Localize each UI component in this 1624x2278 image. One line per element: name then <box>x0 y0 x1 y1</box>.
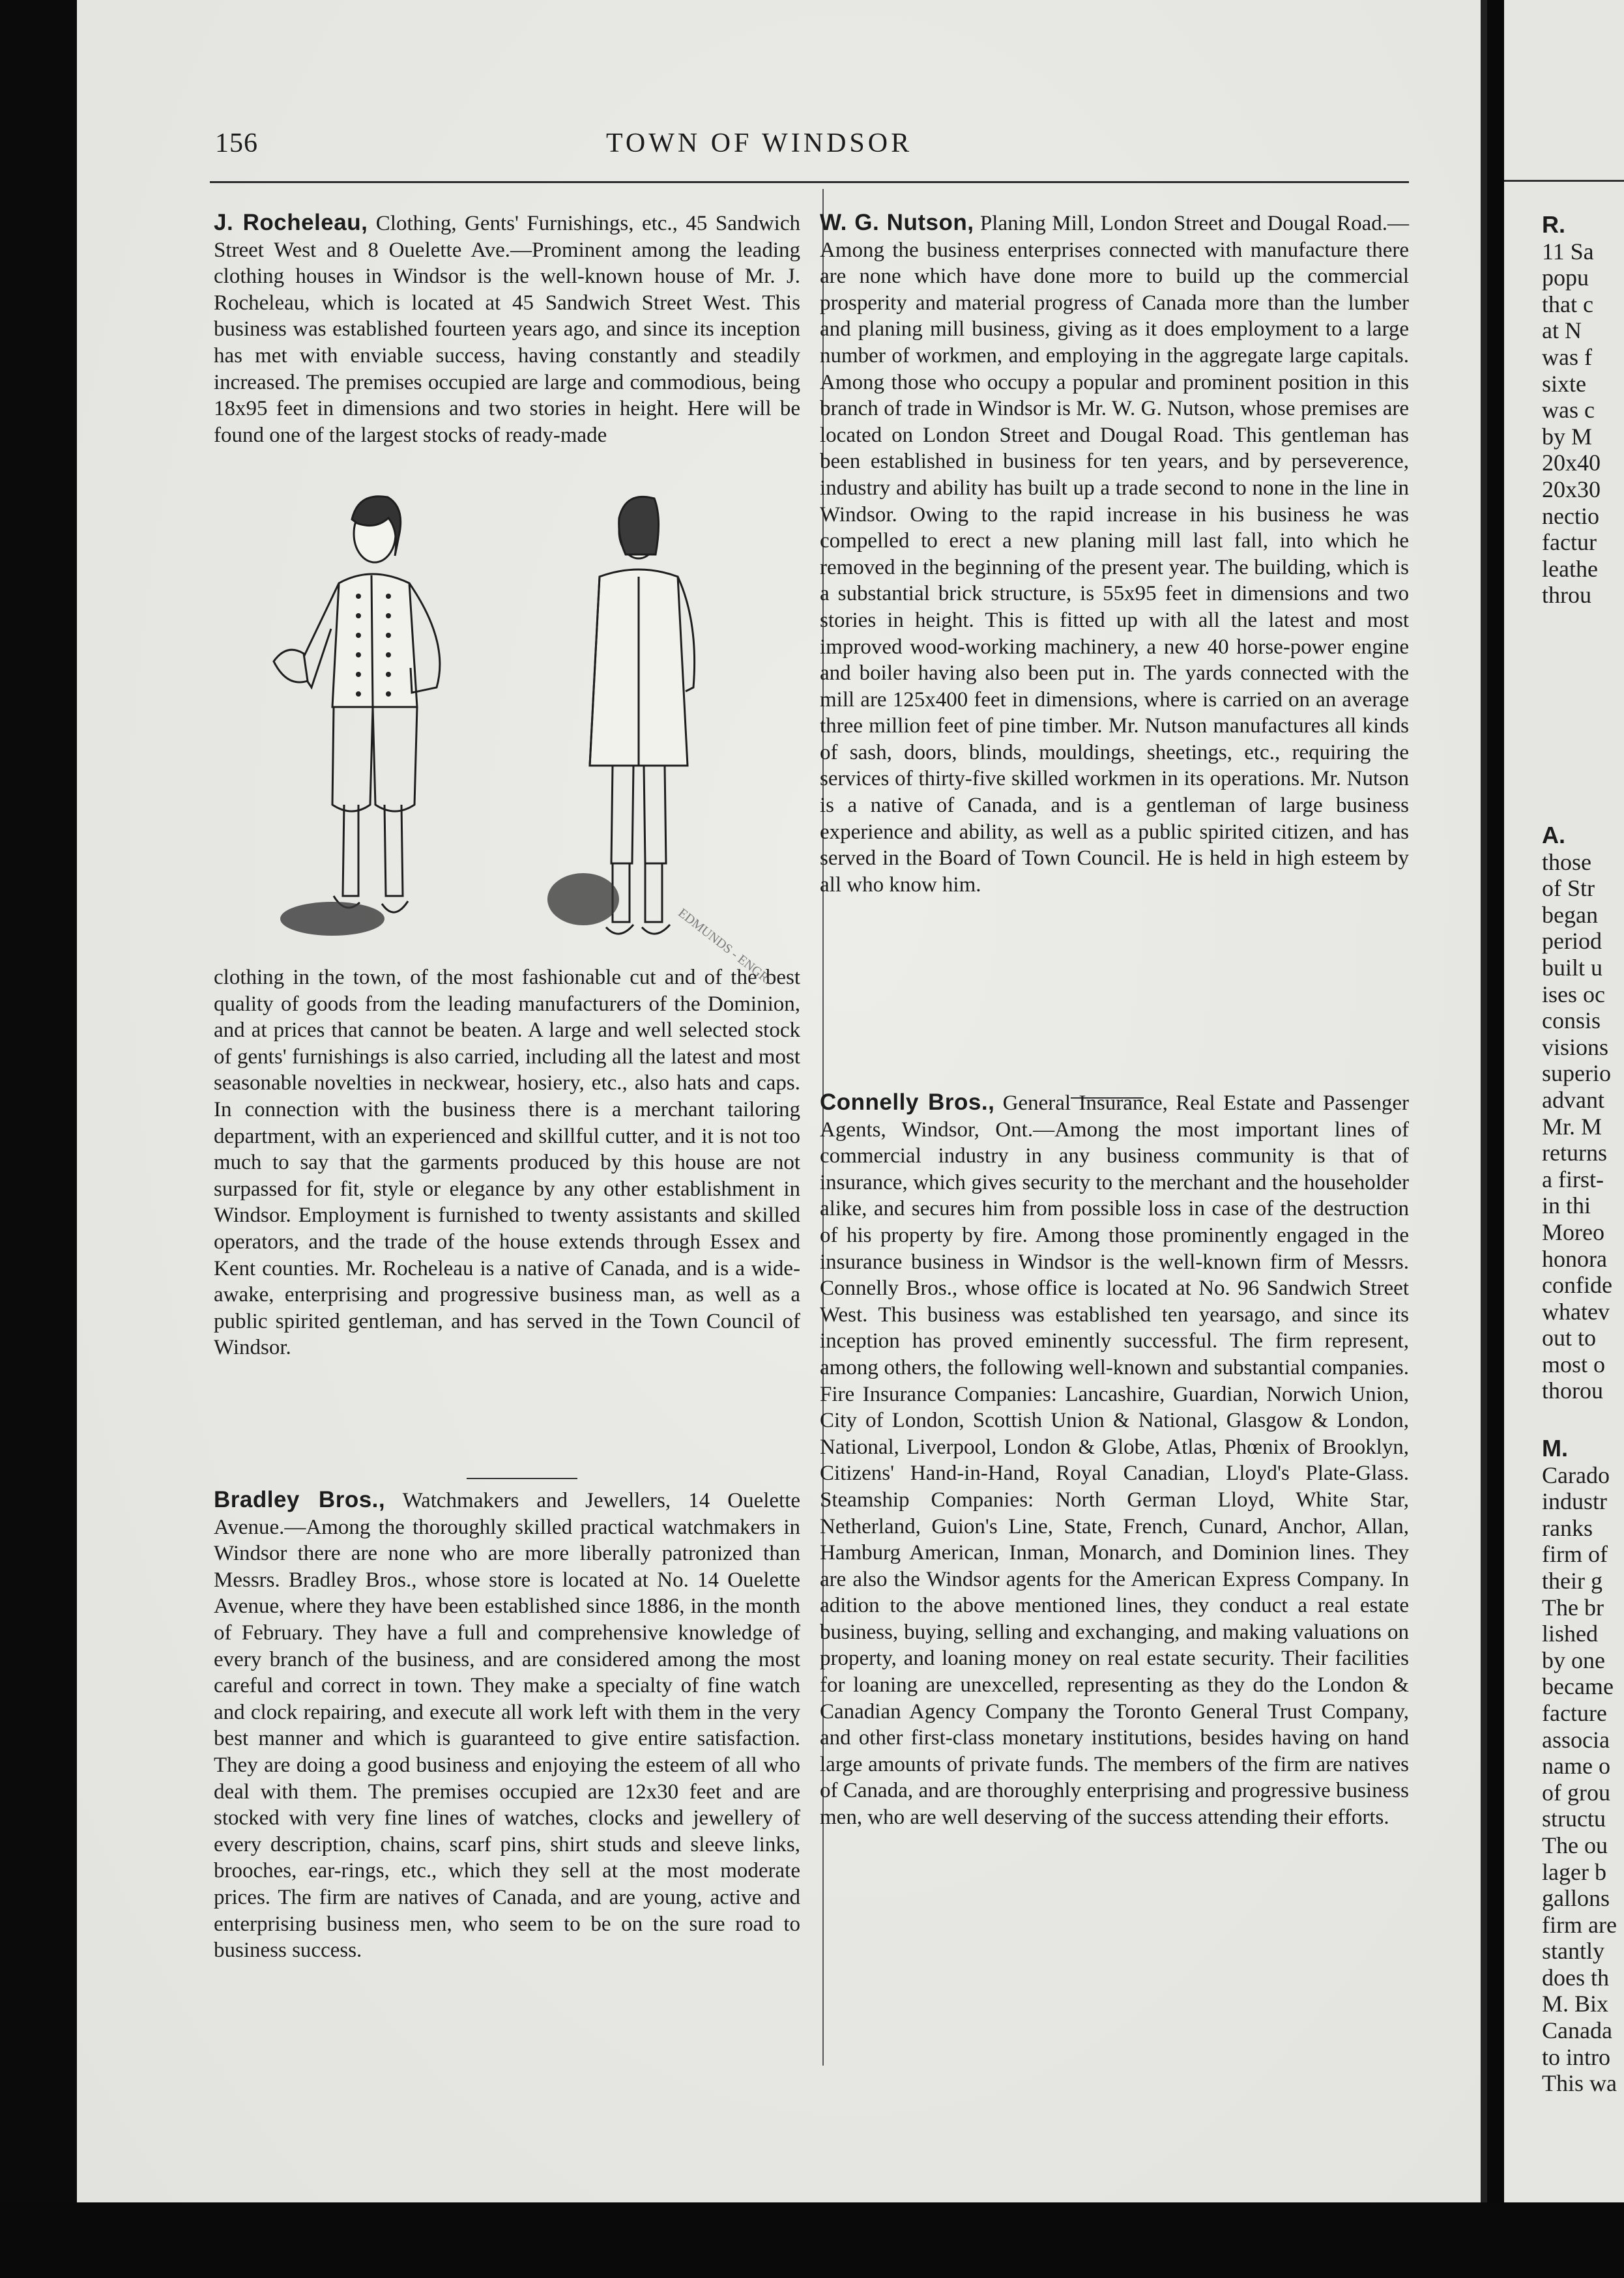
facing-page-line: lished <box>1542 1621 1598 1647</box>
rocheleau-entry-bottom <box>214 964 800 1361</box>
facing-page-line: The ou <box>1542 1832 1608 1858</box>
page-number: 156 <box>215 128 258 158</box>
facing-page-line: factur <box>1542 529 1597 556</box>
header-rule <box>210 181 1409 183</box>
facing-page-line: to intro <box>1542 2043 1610 2070</box>
facing-page-line: M. <box>1542 1435 1568 1462</box>
facing-page-line: that c <box>1542 291 1593 317</box>
facing-page-line: M. Bix <box>1542 1991 1609 2017</box>
facing-page-line: associa <box>1542 1726 1610 1753</box>
facing-page-line: superio <box>1542 1060 1611 1087</box>
engraver-signature: EDMUNDS - ENGR. <box>675 906 774 988</box>
rocheleau-entry-top <box>214 210 800 448</box>
facing-page-line: Moreo <box>1542 1218 1604 1245</box>
facing-page-line: throu <box>1542 582 1591 609</box>
facing-page-text-bottom <box>1542 1435 1617 2097</box>
suit-illustration <box>261 492 756 958</box>
connelly-heading: Connelly Bros., <box>820 1089 995 1115</box>
facing-page-line: by M <box>1542 423 1593 450</box>
facing-page-line: ises oc <box>1542 981 1605 1007</box>
scan-border-left <box>0 0 78 2278</box>
facing-page-line: name o <box>1542 1753 1610 1780</box>
facing-page-line: 20x30 <box>1542 476 1601 502</box>
facing-page-line: Canada <box>1542 2017 1612 2044</box>
connelly-entry <box>820 1089 1409 1831</box>
facing-page-line: honora <box>1542 1245 1607 1272</box>
facing-page-line: R. <box>1542 211 1565 238</box>
bradley-entry <box>214 1487 800 1964</box>
facing-page-line: firm are <box>1542 1911 1617 1938</box>
facing-page-line: most o <box>1542 1351 1606 1377</box>
facing-page-line: was c <box>1542 397 1595 424</box>
facing-page-line: advant <box>1542 1086 1604 1113</box>
facing-page-text-top <box>1542 212 1601 609</box>
rocheleau-heading: J. Rocheleau, <box>214 210 368 235</box>
back-shadow <box>547 873 619 925</box>
facing-page-line: does th <box>1542 1964 1609 1991</box>
facing-page-line: a first- <box>1542 1166 1604 1192</box>
facing-page-line: thorou <box>1542 1377 1603 1404</box>
facing-page-line: at N <box>1542 317 1582 344</box>
rocheleau-separator-wrap <box>291 1478 877 1479</box>
facing-page-line: 11 Sa <box>1542 238 1594 265</box>
facing-page-rule <box>1504 180 1624 182</box>
facing-page-line: returns <box>1542 1140 1607 1166</box>
rocheleau-text-bottom: clothing in the town, of the most fashionable cut and of the best quality of goods from the leading manufacturers of the Dominion, and at prices that cannot be beaten. A large and well selected stock of gents' furnishings is also carried, including all the latest and most seasonable novelties in neckwear, hosiery, etc., also hats and caps. In connection with the business there is a merchant tailoring department, with an experienced and skillful cutter, and it is not too much to say that the garments produced by this house are not surpassed for fit, style or elegance by any other establishment in Windsor. Employment is furnished to twenty assistants and skilled operators, and the trade of the house extends through Essex and Kent counties. Mr. Rocheleau is a native of Canada, and is a wide-awake, enterprising and progressive business man, as well as a public spirited gentleman, and has served in the Town Council of Windsor. <box>214 966 800 1360</box>
scan-border-bottom <box>0 2202 1624 2278</box>
facing-page-fragment <box>1504 0 1624 2202</box>
facing-page-line: visions <box>1542 1033 1609 1060</box>
facing-page-line: out to <box>1542 1325 1597 1351</box>
facing-page-line: This wa <box>1542 2070 1617 2097</box>
facing-page-line: period <box>1542 928 1602 955</box>
facing-page-line: industr <box>1542 1488 1608 1515</box>
running-head: TOWN OF WINDSOR <box>606 128 913 158</box>
facing-page-line: Mr. M <box>1542 1113 1602 1140</box>
facing-page-line: their g <box>1542 1567 1602 1594</box>
facing-page-line: consis <box>1542 1007 1601 1034</box>
facing-page-line: ranks <box>1542 1514 1593 1541</box>
facing-page-line: of grou <box>1542 1779 1610 1806</box>
facing-page-line: 20x40 <box>1542 450 1601 476</box>
facing-page-line: lager b <box>1542 1858 1606 1885</box>
back-figure <box>590 497 695 934</box>
facing-page-line: whatev <box>1542 1298 1610 1325</box>
bradley-heading: Bradley Bros., <box>214 1487 386 1512</box>
facing-page-line: Carado <box>1542 1462 1610 1488</box>
facing-page-line: began <box>1542 901 1598 928</box>
facing-page-line: by one <box>1542 1647 1605 1673</box>
facing-page-line: popu <box>1542 265 1589 291</box>
front-figure <box>274 497 440 912</box>
facing-page-line: facture <box>1542 1699 1607 1726</box>
nutson-heading: W. G. Nutson, <box>820 210 974 235</box>
facing-page-line: The br <box>1542 1594 1604 1621</box>
facing-page-line: structu <box>1542 1806 1606 1832</box>
facing-page-line: nectio <box>1542 502 1599 529</box>
page-gutter <box>1481 0 1487 2202</box>
facing-page-line: firm of <box>1542 1541 1608 1568</box>
facing-page-line: stantly <box>1542 1938 1604 1965</box>
facing-page-line: became <box>1542 1673 1614 1700</box>
nutson-text: Planing Mill, London Street and Dougal Road.—Among the business enterprises connected with manufacture there are none which have done more to build up the commercial prosperity and material progress of Canada more than the lumber and planing mill business, giving as it does employment to a large number of workmen, and employing in the aggregate large capitals. Among those who occupy a popular and prominent position in this branch of trade in Windsor is Mr. W. G. Nutson, whose premises are located on London Street and Dougal Road. This gentleman has been established in business for ten years, and by perseverence, industry and ability has built up a trade second to none in the line in Windsor. Owing to the rapid increase in his business he was compelled to erect a new planing mill last fall, into which he removed in the beginning of the present year. The building, which is a substantial brick structure, is 55x95 feet in dimensions and two stories in height. This is fitted up with all the latest and most improved wood-working machinery, a new 40 horse-power engine and boiler having also been put in. The yards connected with the mill are 125x400 feet in dimensions, where is carried on an average three million feet of pine timber. Mr. Nutson manufactures all kinds of sash, doors, blinds, mouldings, sheetings, etc., requiring the services of thirty-five skilled workmen in its operations. Mr. Nutson is a native of Canada, and is a gentleman of large business experience and ability, as well as a public spirited citizen, and has served in the Board of Town Council. He is held in high esteem by all who know him. <box>820 212 1410 897</box>
front-shadow <box>280 902 384 936</box>
facing-page-line: built u <box>1542 954 1603 981</box>
facing-page-line: those <box>1542 848 1591 875</box>
facing-page-line: leathe <box>1542 555 1598 582</box>
nutson-entry <box>820 210 1409 898</box>
facing-page-line: sixte <box>1542 370 1586 397</box>
facing-page-line: of Str <box>1542 875 1595 902</box>
bradley-text: Watchmakers and Jewellers, 14 Ouelette Avenue.—Among the thoroughly skilled practical watchmakers in Windsor there are none who are more liberally patronized than Messrs. Bradley Bros., whose store is located at No. 14 Ouelette Avenue, where they have been established since 1886, in the month of February. They have a full and comprehensive knowledge of every branch of the business, and are considered among the most careful and correct in town. They make a specialty of fine watch and clock repairing, and execute all work left with them in the very best manner and which is guaranteed to give entire satisfaction. They are doing a good business and enjoying the esteem of all who deal with them. The premises occupied are 12x30 feet and are stocked with very fine lines of watches, clocks and jewellery of every description, chains, scarf pins, shirt studs and sleeve links, brooches, ear-rings, etc., which they sell at the most moderate prices. The firm are natives of Canada, and are young, active and enterprising business men, who seem to be on the sure road to business success. <box>214 1489 801 1963</box>
facing-page-line: A. <box>1542 822 1565 848</box>
rocheleau-text-top: Clothing, Gents' Furnishings, etc., 45 Sandwich Street West and 8 Ouelette Ave.—Prominent among the leading clothing houses in Windsor is the well-known house of Mr. J. Rocheleau, which is located at 45 Sandwich Street West. This business was established fourteen years ago, and since its inception has met with enviable success, having constantly and steadily increased. The premises occupied are large and commodious, being 18x95 feet in dimensions and two stories in height. Here will be found one of the largest stocks of ready-made <box>214 212 800 447</box>
left-separator-rule <box>467 1478 577 1479</box>
facing-page-text-middle <box>1542 822 1612 1404</box>
facing-page-line: confide <box>1542 1272 1612 1299</box>
facing-page-line: was f <box>1542 343 1592 370</box>
binding-shadow <box>1487 0 1504 2202</box>
connelly-text: General Insurance, Real Estate and Passenger Agents, Windsor, Ont.—Among the most important lines of commercial industry in any business community is that of insurance, which gives security to the merchant and the householder alike, and secures him from possible loss in case of the destruction of his property by fire. Among those prominently engaged in the insurance business in Windsor is the well-known firm of Messrs. Connelly Bros., whose office is located at No. 96 Sandwich Street West. This business was established ten yearsago, and since its inception has proved eminently successful. The firm represent, among others, the following well-known and substantial companies. Fire Insurance Companies: Lancashire, Guardian, Norwich Union, City of London, Scottish Union & National, Glasgow & London, National, Liverpool, London & Globe, Atlas, Phœnix of Brooklyn, Citizens' Hand-in-Hand, Royal Canadian, Lloyd's Plate-Glass. Steamship Companies: North German Lloyd, White Star, Netherland, Guion's Line, State, French, Cunard, Anchor, Allan, Hamburg American, Inman, Monarch, and Dominion lines. They are also the Windsor agents for the American Express Company. In adition to the above mentioned lines, they conduct a real estate business, buying, selling and exchanging, and making valuations on property, and loaning money on real estate security. Their facilities for loaning are unexcelled, representing as they do the London & Canadian Agency Company the Toronto General Trust Company, and other first-class monetary institutions, besides having on hand large amounts of private funds. The members of the firm are natives of Canada, and are thoroughly enterprising and progressive business men, who are well deserving of the success attending their efforts. <box>820 1091 1409 1830</box>
facing-page-line: gallons <box>1542 1885 1610 1912</box>
facing-page-line: in thi <box>1542 1192 1591 1219</box>
